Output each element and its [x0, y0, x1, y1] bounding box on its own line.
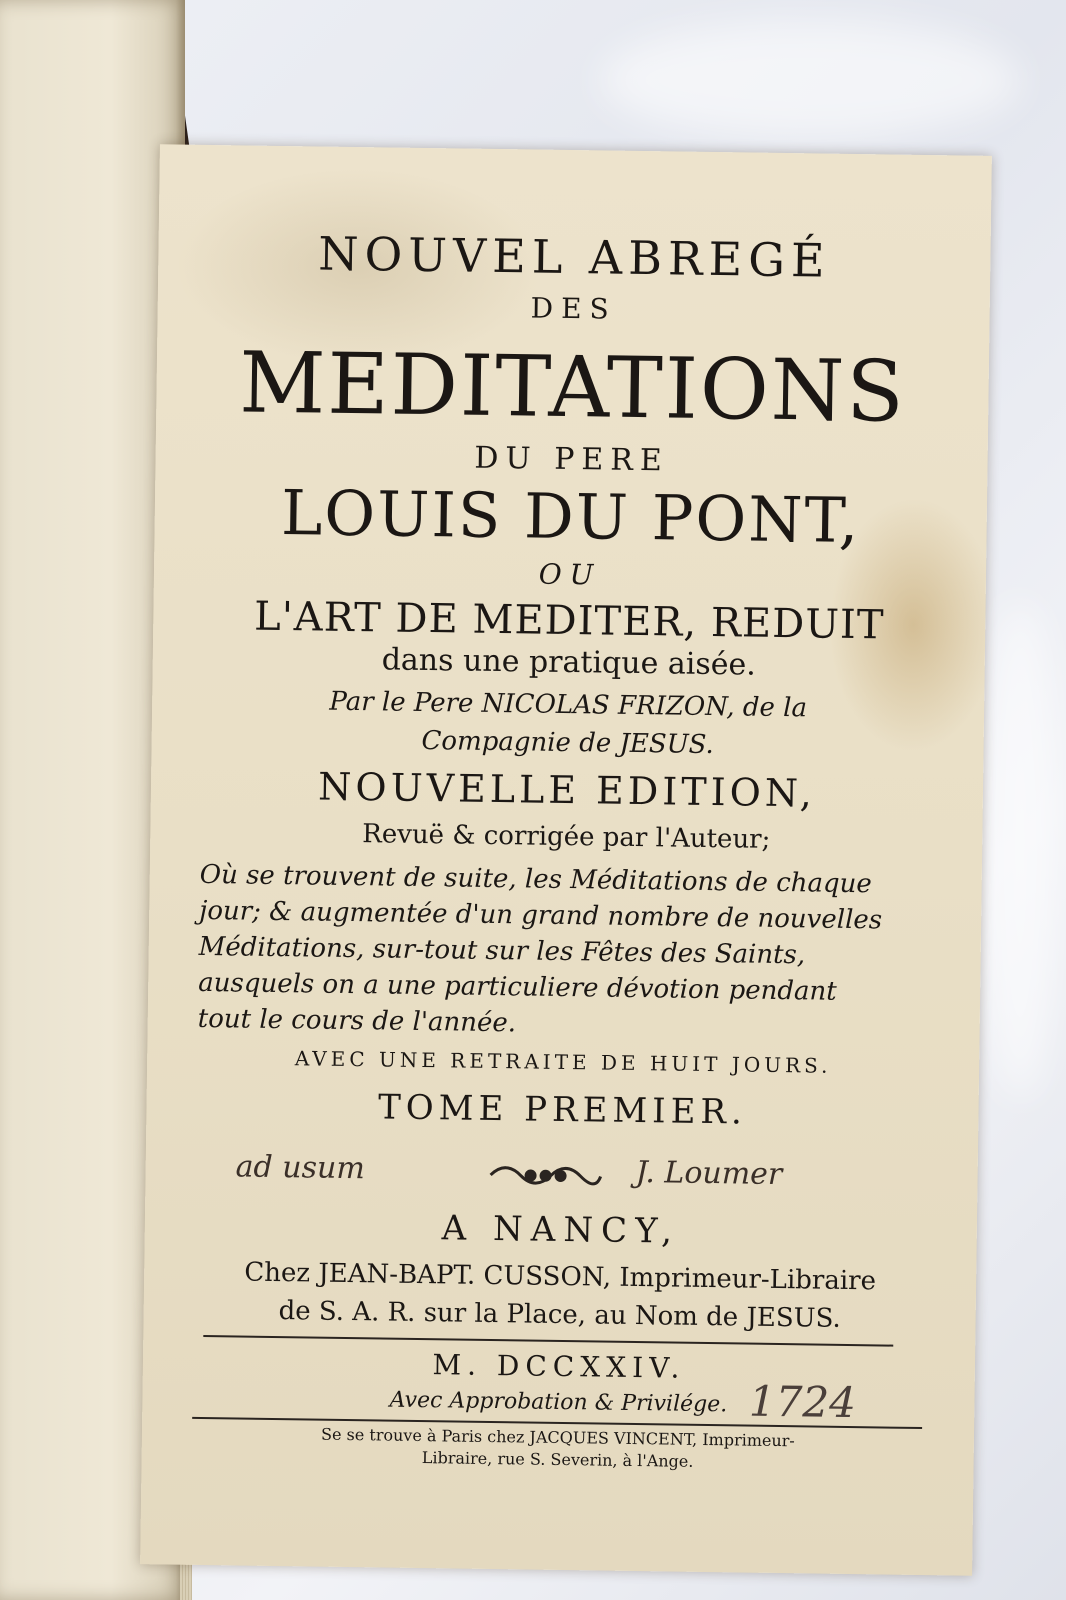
- publisher-line-1: Chez JEAN-BAPT. CUSSON, Imprimeur-Libraire: [244, 1257, 877, 1297]
- divider-rule: [203, 1335, 893, 1347]
- publication-year: M. DCCXXIV.: [432, 1348, 686, 1385]
- volume-label: TOME PREMIER.: [377, 1087, 748, 1133]
- subtitle-2: dans une pratique aisée.: [381, 642, 757, 683]
- title-line-1: NOUVEL ABREGÉ: [317, 226, 831, 288]
- publisher-line-2: de S. A. R. sur la Place, au Nom de JESUS.: [278, 1296, 841, 1334]
- edition-title: NOUVELLE EDITION,: [317, 764, 817, 816]
- privilege-note: Avec Approbation & Privilége.: [389, 1387, 728, 1418]
- description-paragraph: Où se trouvent de suite, les Méditations de chaque jour; & augmentée d'un grand nombre de nouvelles Méditations, sur-tout sur les Fêtes des Saints, ausquels on a une particuliere dévotion pendant tout le cours de l'année.: [197, 859, 883, 1039]
- handwritten-signature: J. Loumer: [635, 1155, 783, 1193]
- title-page: [140, 144, 992, 1575]
- cloth-highlight: [600, 20, 1020, 140]
- title-line-2: DES: [530, 291, 617, 326]
- paris-seller-line-1: Se se trouve à Paris chez JACQUES VINCENT, Imprimeur-: [320, 1424, 795, 1451]
- printer-ornament: [485, 1155, 606, 1197]
- paris-seller-line-2: Libraire, rue S. Severin, à l'Ange.: [421, 1448, 694, 1471]
- cloth-highlight: [980, 600, 1060, 1100]
- editor-line: Par le Pere NICOLAS FRIZON, de la: [329, 686, 808, 724]
- handwritten-year-text: 1724: [748, 1376, 857, 1428]
- editor-affiliation: Compagnie de JESUS.: [421, 725, 714, 761]
- title-line-4: DU PERE: [474, 440, 670, 479]
- title-main: MEDITATIONS: [238, 333, 907, 441]
- place-of-publication: A NANCY,: [441, 1208, 681, 1252]
- subtitle: L'ART DE MEDITER, REDUIT: [253, 593, 885, 649]
- edition-note: Revuë & corrigée par l'Auteur;: [362, 819, 771, 855]
- title-or: OU: [538, 557, 602, 592]
- ownership-inscription: [235, 1145, 876, 1204]
- author-name: LOUIS DU PONT,: [280, 475, 861, 558]
- handwritten-note-left: ad usum: [235, 1149, 366, 1187]
- retreat-note: AVEC UNE RETRAITE DE HUIT JOURS.: [294, 1046, 832, 1078]
